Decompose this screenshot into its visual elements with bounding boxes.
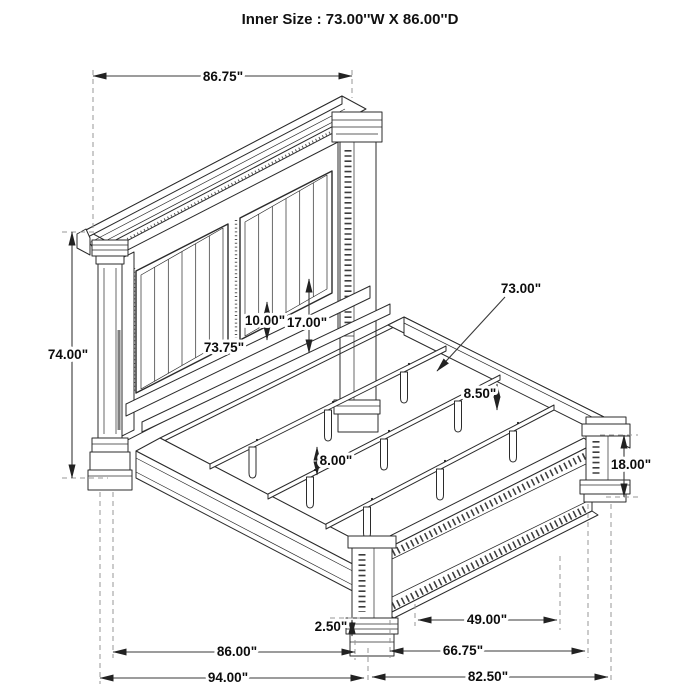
dimension-label: 17.00" [286, 315, 328, 330]
dimension-label: 74.00" [47, 347, 89, 362]
dimension-label: 86.00" [216, 644, 258, 659]
dimension-label: 82.50" [467, 669, 509, 684]
dimension-label: 8.00" [319, 453, 353, 468]
dimension-overall-depth [100, 670, 364, 685]
dimension-headboard-width [93, 69, 352, 84]
dimension-headboard-panel-width [204, 340, 244, 355]
dimension-rail-to-slat [464, 384, 497, 410]
dimension-label: 49.00" [466, 612, 508, 627]
dimension-label: 86.75" [202, 69, 244, 84]
page-title: Inner Size : 73.00''W X 86.00''D [241, 11, 459, 28]
dimension-label: 2.50" [314, 619, 348, 634]
dimension-label: 73.75" [203, 340, 245, 355]
bed-illustration [77, 96, 630, 656]
dimension-label: 10.00" [244, 313, 286, 328]
dimension-label: 94.00" [207, 670, 249, 685]
dimension-label: 66.75" [442, 643, 484, 658]
dimension-footboard-base-height [315, 619, 352, 636]
dimension-label: 73.00" [500, 281, 542, 296]
dimension-overall-foot-width [372, 669, 608, 684]
headboard-left-post [88, 240, 134, 490]
dimension-footboard-span [390, 643, 585, 658]
headboard [77, 96, 382, 490]
dimension-label: 18.00" [610, 457, 652, 472]
dimension-side-rail-length [113, 644, 355, 659]
dimension-overall-height [48, 232, 88, 478]
dimension-label: 8.50" [463, 386, 497, 401]
dimension-footboard-inner-span [418, 612, 557, 627]
